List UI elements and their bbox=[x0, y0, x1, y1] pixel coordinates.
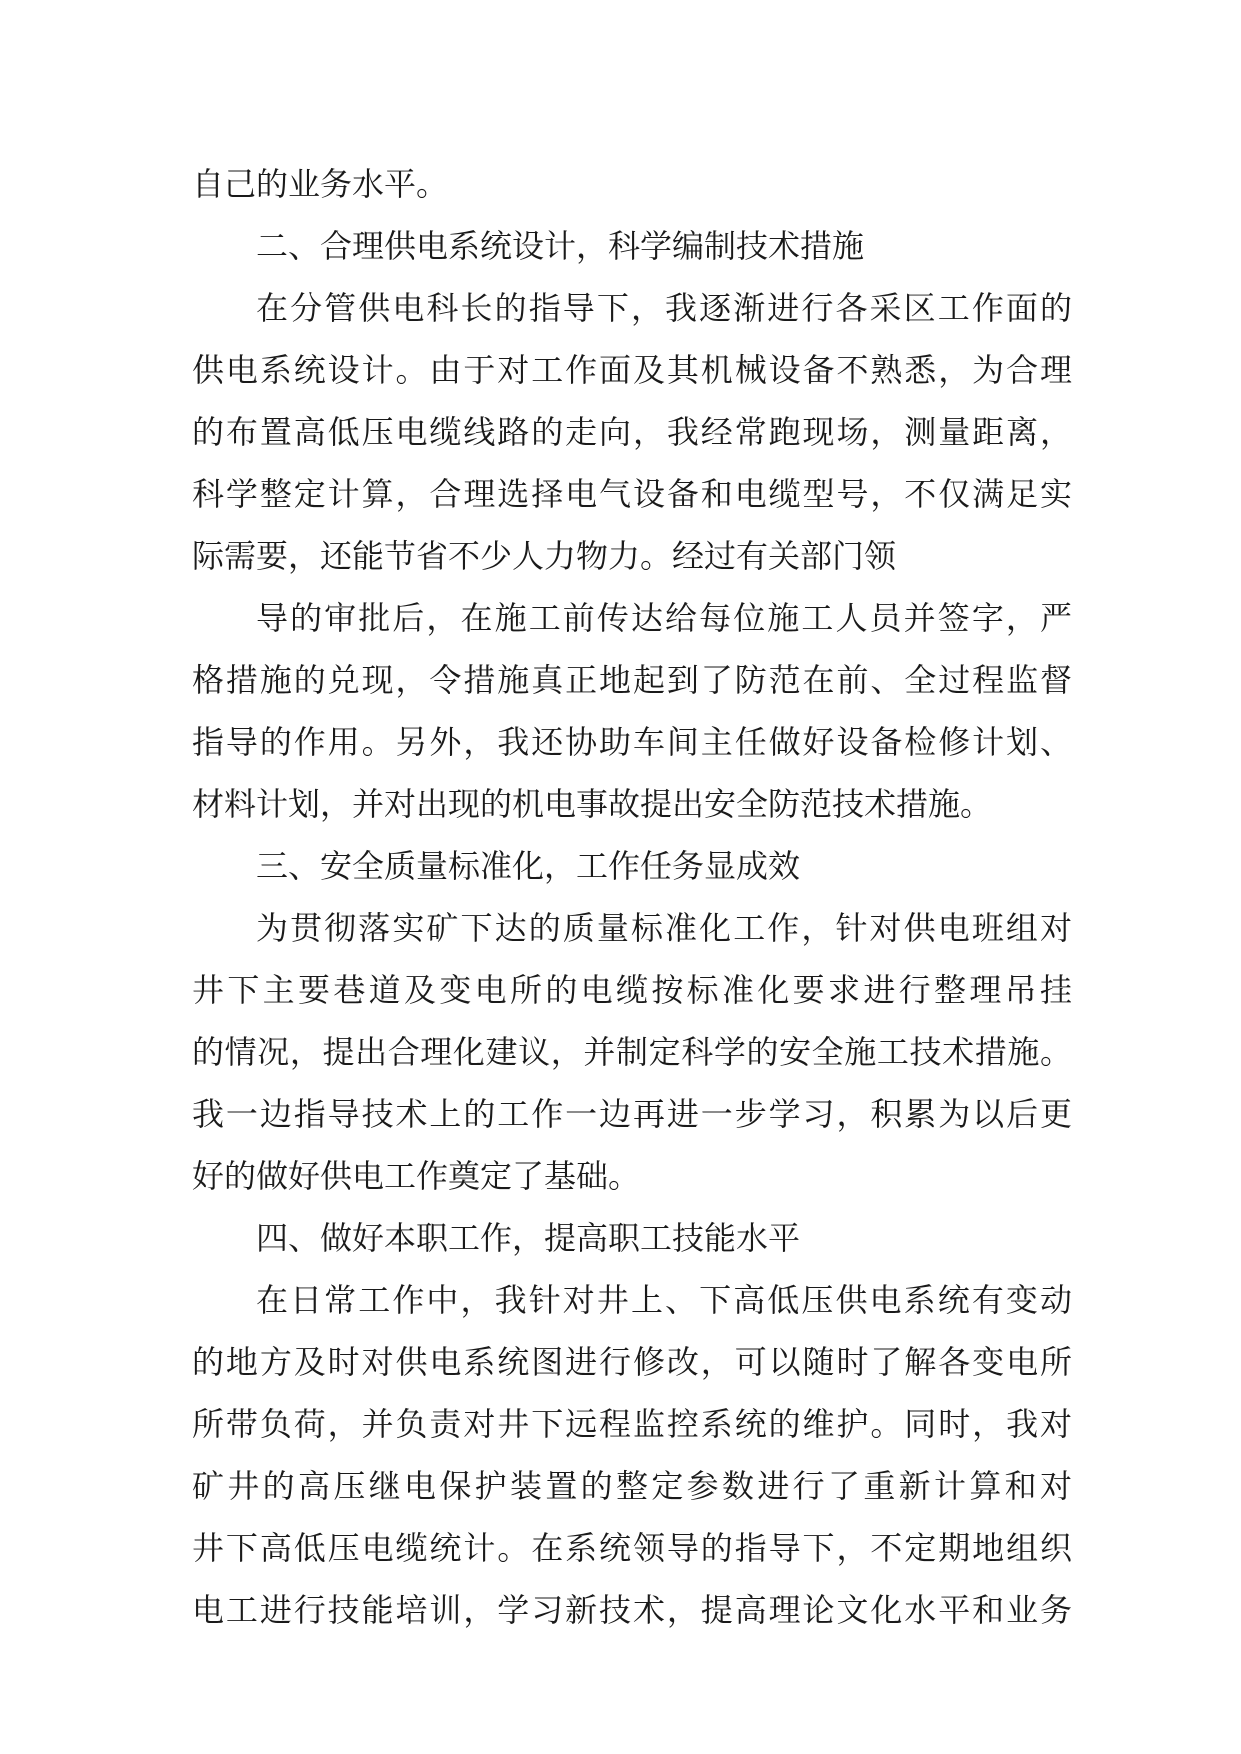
paragraph-line: 格措施的兑现，令措施真正地起到了防范在前、全过程监督 bbox=[192, 661, 1072, 699]
paragraph-line: 导的审批后，在施工前传达给每位施工人员并签字，严 bbox=[256, 599, 1072, 637]
section-heading-2: 二、合理供电系统设计，科学编制技术措施 bbox=[256, 227, 865, 265]
paragraph-line: 为贯彻落实矿下达的质量标准化工作，针对供电班组对 bbox=[256, 909, 1072, 947]
paragraph-line: 的地方及时对供电系统图进行修改，可以随时了解各变电所 bbox=[192, 1343, 1072, 1381]
section-heading-3: 三、安全质量标准化，工作任务显成效 bbox=[256, 847, 801, 885]
paragraph-line: 好的做好供电工作奠定了基础。 bbox=[192, 1157, 641, 1195]
paragraph-line: 科学整定计算，合理选择电气设备和电缆型号，不仅满足实 bbox=[192, 475, 1072, 513]
document-body bbox=[192, 153, 1072, 1641]
section-heading-4: 四、做好本职工作，提高职工技能水平 bbox=[256, 1219, 801, 1257]
paragraph-line: 矿井的高压继电保护装置的整定参数进行了重新计算和对 bbox=[192, 1467, 1072, 1505]
paragraph-line: 在日常工作中，我针对井上、下高低压供电系统有变动 bbox=[256, 1281, 1072, 1319]
paragraph-line: 我一边指导技术上的工作一边再进一步学习，积累为以后更 bbox=[192, 1095, 1072, 1133]
paragraph-line: 供电系统设计。由于对工作面及其机械设备不熟悉，为合理 bbox=[192, 351, 1072, 389]
paragraph-line: 材料计划，并对出现的机电事故提出安全防范技术措施。 bbox=[192, 785, 993, 823]
paragraph-line: 电工进行技能培训，学习新技术，提高理论文化水平和业务 bbox=[192, 1591, 1072, 1629]
paragraph-line: 所带负荷，并负责对井下远程监控系统的维护。同时，我对 bbox=[192, 1405, 1072, 1443]
paragraph-line: 指导的作用。另外，我还协助车间主任做好设备检修计划、 bbox=[192, 723, 1072, 761]
paragraph-line: 井下主要巷道及变电所的电缆按标准化要求进行整理吊挂 bbox=[192, 971, 1072, 1009]
paragraph-line: 的布置高低压电缆线路的走向，我经常跑现场，测量距离， bbox=[192, 413, 1072, 451]
paragraph-line: 井下高低压电缆统计。在系统领导的指导下，不定期地组织 bbox=[192, 1529, 1072, 1567]
paragraph-line: 的情况，提出合理化建议，并制定科学的安全施工技术措施。 bbox=[192, 1033, 1072, 1071]
paragraph-line: 自己的业务水平。 bbox=[192, 165, 449, 203]
paragraph-line: 际需要，还能节省不少人力物力。经过有关部门领 bbox=[192, 537, 897, 575]
paragraph-line: 在分管供电科长的指导下，我逐渐进行各采区工作面的 bbox=[256, 289, 1072, 327]
